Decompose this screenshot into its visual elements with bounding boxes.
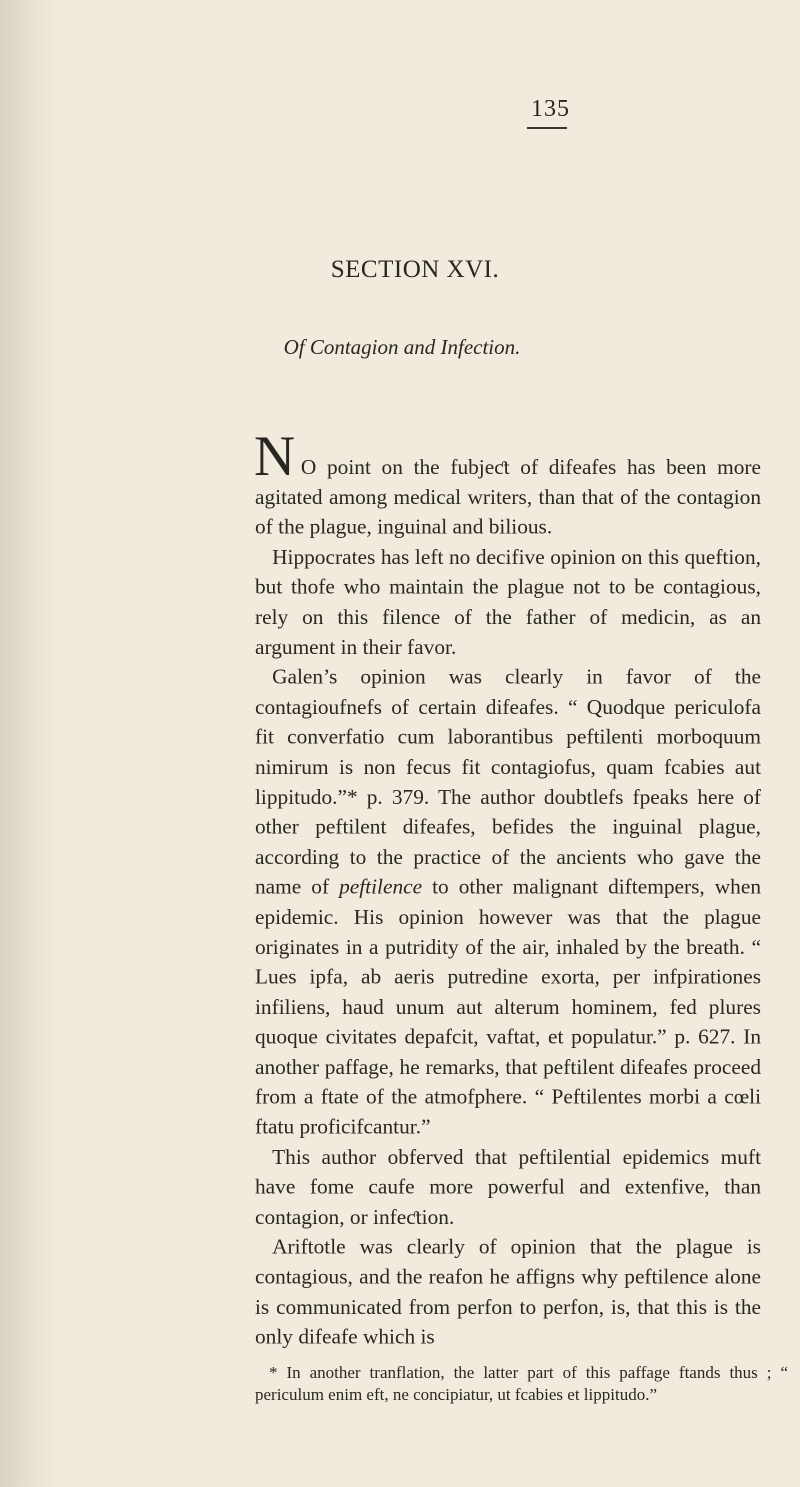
paragraph-3-text-a: Galen’s opinion was clearly in favor of the contagioufnefs of certain difeafes. “ Quodque periculofa fit converfatio cum laborantibus peftilenti morboquum nimirum is non fecus fit contagiofus, quam fcabies aut lippitudo.”* p. 379. The author doubtlefs fpeaks here of other peftilent difeafes, befides the inguinal plague, according to the practice of the ancients who gave the name of [255, 664, 762, 899]
paragraph-1-text: O point on the fubjeƈt of difeafes has been more agitated among medical writers, than that of the contagion of the plague, inguinal and bilious. [255, 454, 762, 539]
paragraph-3-text-b: to other malignant diftempers, when epidemic. His opinion however was that the plague originates in a putridity of the air, inhaled by the breath. “ Lues ipfa, ab aeris putredine exorta, per infpirationes infiliens, haud unum aut alterum hominem, fed plures quoque civitates depafcit, vaftat, et populatur.” p. 627. In another paffage, he remarks, that peftilent difeafes proceed from a ftate of the atmofphere. “ Peftilentes morbi a cœli ftatu proficifcantur.” [255, 874, 762, 1139]
paragraph-2: Hippocrates has left no decifive opinion on this queftion, but thofe who maintain the plague not to be contagious, rely on this filence of the father of medicin, as an argument in their favor. [255, 544, 762, 659]
page-number: 135 [531, 96, 570, 122]
footnote [255, 1362, 788, 1406]
paragraph-1 [254, 424, 762, 542]
drop-cap: N [254, 424, 296, 488]
paragraph-5: Ariftotle was clearly of opinion that the plague is contagious, and the reafon he affigns why peftilence alone is communicated from perfon to perfon, is, that this is the only difeafe which is [255, 1234, 762, 1349]
paragraph-4: This author obferved that peftilential epidemics muft have fome caufe more powerful and extenfive, than contagion, or infeƈtion. [255, 1144, 762, 1229]
footnote-text: * In another tranflation, the latter part of this paffage ftands thus ; “ periculum enim eft, ne concipiatur, ut fcabies et lippitudo.” [255, 1363, 788, 1404]
page-binding-shadow [0, 0, 60, 1487]
paragraph-3 [255, 662, 761, 1142]
section-title: SECTION XVI. [330, 256, 500, 283]
paragraph-3-italic: peftilence [339, 874, 423, 899]
section-subtitle: Of Contagion and Infection. [283, 335, 521, 359]
page-number-rule [527, 127, 567, 129]
body-text [254, 424, 762, 1352]
